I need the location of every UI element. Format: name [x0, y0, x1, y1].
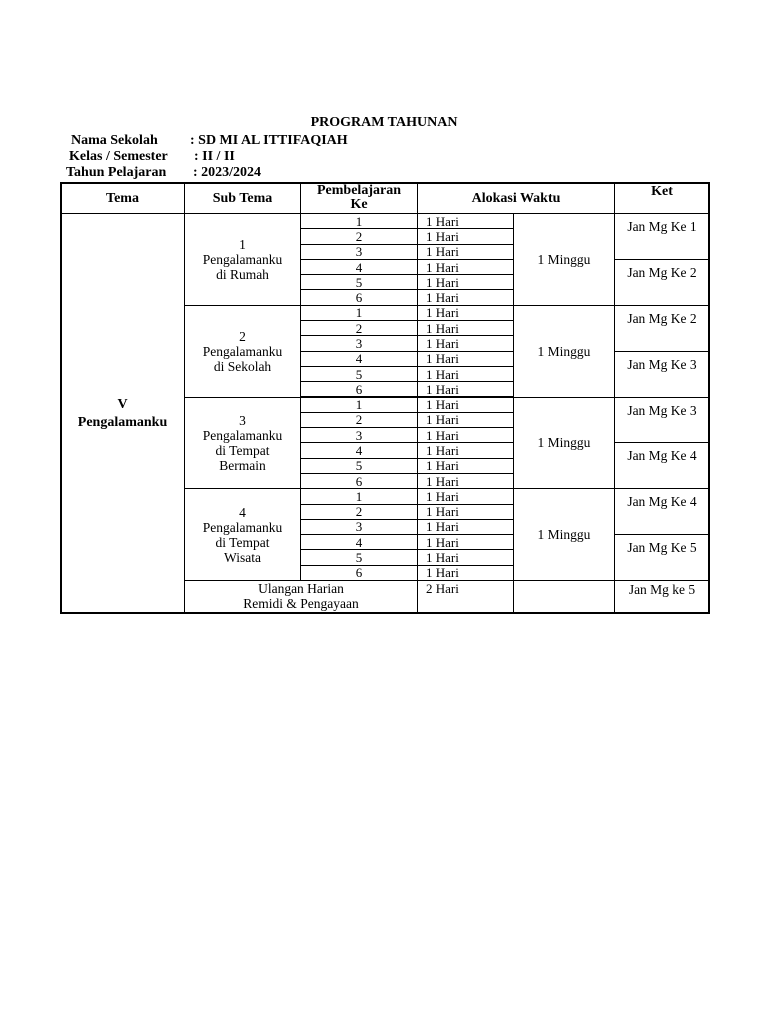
- pembelajaran-number: 4: [355, 351, 363, 367]
- ket-value: Jan Mg Ke 2: [627, 310, 697, 326]
- ket-cell: [614, 442, 710, 489]
- hari-cell: [417, 289, 514, 305]
- pembelajaran-cell: [300, 289, 418, 305]
- header-pembelajaran: Pembelajaran Ke: [300, 182, 418, 214]
- pembelajaran-number: 6: [355, 290, 363, 306]
- pembelajaran-cell: [300, 335, 418, 351]
- pembelajaran-cell: [300, 366, 418, 382]
- hari-cell: [417, 504, 514, 520]
- hari-cell: [417, 244, 514, 260]
- pembelajaran-number: 1: [355, 397, 363, 413]
- pembelajaran-number: 1: [355, 488, 363, 504]
- hari-value: 1 Hari: [426, 504, 459, 520]
- pembelajaran-number: 5: [355, 550, 363, 566]
- hari-value: 1 Hari: [426, 519, 459, 535]
- minggu-cell: [513, 305, 615, 398]
- pembelajaran-number: 1: [355, 305, 363, 321]
- pembelajaran-cell: [300, 412, 418, 428]
- pembelajaran-cell: [300, 213, 418, 229]
- pembelajaran-cell: [300, 565, 418, 581]
- ket-cell: [614, 351, 710, 398]
- hari-value: 1 Hari: [426, 550, 459, 566]
- pembelajaran-cell: [300, 259, 418, 275]
- pembelajaran-cell: [300, 488, 418, 504]
- subtema-cell: [184, 305, 301, 398]
- program-table: [60, 182, 710, 614]
- pembelajaran-cell: [300, 320, 418, 336]
- pembelajaran-number: 6: [355, 381, 363, 397]
- pembelajaran-cell: [300, 397, 418, 413]
- ket-cell: [614, 305, 710, 352]
- ket-value: Jan Mg Ke 3: [627, 356, 697, 372]
- subtema-line: di Tempat: [215, 442, 270, 458]
- pembelajaran-number: 2: [355, 504, 363, 520]
- subtema-line: Bermain: [219, 457, 266, 473]
- ket-value: Jan Mg Ke 1: [627, 219, 697, 234]
- hari-value: 1 Hari: [426, 274, 459, 290]
- ket-cell: [614, 259, 710, 306]
- minggu-value: 1 Minggu: [537, 527, 591, 543]
- pembelajaran-cell: [300, 244, 418, 260]
- pembelajaran-number: 5: [355, 458, 363, 474]
- hari-cell: [417, 519, 514, 535]
- pembelajaran-number: 5: [355, 274, 363, 290]
- ket-value: Jan Mg Ke 4: [627, 448, 697, 464]
- subtema-line: Pengalamanku: [202, 427, 283, 443]
- pembelajaran-cell: [300, 504, 418, 520]
- ket-value: Jan Mg Ke 5: [627, 540, 697, 556]
- ket-cell: [614, 488, 710, 535]
- hari-cell: [417, 335, 514, 351]
- hari-value: 1 Hari: [426, 244, 459, 260]
- hari-value: 1 Hari: [426, 565, 459, 581]
- hari-cell: [417, 549, 514, 565]
- hari-value: 1 Hari: [426, 427, 459, 443]
- ulangan-minggu-empty: [513, 580, 615, 614]
- pembelajaran-cell: [300, 274, 418, 290]
- subtema-number: 4: [239, 504, 246, 520]
- hari-value: 1 Hari: [426, 213, 459, 229]
- subtema-line: di Rumah: [216, 266, 269, 282]
- school-year-value: : 2023/2024: [193, 165, 262, 180]
- hari-value: 1 Hari: [426, 534, 459, 550]
- pembelajaran-number: 4: [355, 259, 363, 275]
- minggu-value: 1 Minggu: [537, 251, 591, 267]
- tema-cell: [60, 213, 185, 614]
- pembelajaran-cell: [300, 458, 418, 474]
- class-semester-label: Kelas / Semester: [69, 149, 168, 164]
- hari-cell: [417, 412, 514, 428]
- tema-number: V: [117, 396, 128, 412]
- minggu-cell: [513, 488, 615, 581]
- class-semester-value: : II / II: [194, 149, 235, 164]
- minggu-value: 1 Minggu: [537, 435, 591, 451]
- pembelajaran-number: 3: [355, 427, 363, 443]
- pembelajaran-number: 1: [355, 213, 363, 229]
- pembelajaran-number: 5: [355, 366, 363, 382]
- pembelajaran-cell: [300, 228, 418, 244]
- subtema-number: 2: [239, 328, 246, 344]
- ulangan-hari: 2 Hari: [417, 580, 514, 614]
- ulangan-line1: Ulangan Harian: [258, 581, 344, 596]
- hari-value: 1 Hari: [426, 335, 459, 351]
- minggu-value: 1 Minggu: [537, 343, 591, 359]
- hari-cell: [417, 274, 514, 290]
- pembelajaran-number: 3: [355, 244, 363, 260]
- pembelajaran-cell: [300, 549, 418, 565]
- ket-cell: [614, 534, 710, 581]
- hari-value: 1 Hari: [426, 488, 459, 504]
- hari-cell: [417, 259, 514, 275]
- hari-value: 1 Hari: [426, 443, 459, 459]
- subtema-number: 3: [239, 412, 246, 428]
- hari-cell: [417, 565, 514, 581]
- pembelajaran-number: 3: [355, 519, 363, 535]
- page-title: PROGRAM TAHUNAN: [310, 115, 458, 130]
- subtema-cell: [184, 488, 301, 581]
- pembelajaran-cell: [300, 534, 418, 550]
- pembelajaran-cell: [300, 519, 418, 535]
- school-name-label: Nama Sekolah: [71, 133, 158, 148]
- pembelajaran-number: 6: [355, 473, 363, 489]
- hari-value: 1 Hari: [426, 397, 459, 413]
- tema-name: Pengalamanku: [77, 414, 168, 430]
- pembelajaran-cell: [300, 427, 418, 443]
- pembelajaran-cell: [300, 381, 418, 397]
- ulangan-ket: Jan Mg ke 5: [614, 580, 710, 614]
- hari-value: 1 Hari: [426, 320, 459, 336]
- ulangan-cell: [184, 580, 418, 614]
- hari-value: 1 Hari: [426, 228, 459, 244]
- ket-value: Jan Mg Ke 4: [627, 494, 697, 510]
- hari-value: 1 Hari: [426, 351, 459, 367]
- subtema-cell: [184, 397, 301, 490]
- school-name-value: : SD MI AL ITTIFAQIAH: [190, 133, 348, 148]
- pembelajaran-number: 4: [355, 443, 363, 459]
- school-year-label: Tahun Pelajaran: [66, 165, 167, 180]
- subtema-line: Pengalamanku: [202, 519, 283, 535]
- header-tema: Tema: [60, 182, 185, 214]
- ket-value: Jan Mg Ke 3: [627, 402, 697, 418]
- hari-cell: [417, 228, 514, 244]
- hari-value: 1 Hari: [426, 259, 459, 275]
- hari-value: 1 Hari: [426, 290, 459, 306]
- hari-cell: [417, 458, 514, 474]
- hari-cell: [417, 320, 514, 336]
- ket-cell: [614, 213, 710, 260]
- subtema-cell: [184, 213, 301, 306]
- pembelajaran-number: 2: [355, 228, 363, 244]
- hari-value: 1 Hari: [426, 305, 459, 321]
- pembelajaran-cell: [300, 351, 418, 367]
- subtema-line: di Sekolah: [213, 358, 272, 374]
- hari-value: 1 Hari: [426, 458, 459, 474]
- hari-cell: [417, 397, 514, 413]
- hari-cell: [417, 366, 514, 382]
- subtema-line: Pengalamanku: [202, 343, 283, 359]
- pembelajaran-number: 4: [355, 534, 363, 550]
- hari-cell: [417, 427, 514, 443]
- ket-cell: [614, 397, 710, 444]
- header-subtema: Sub Tema: [184, 182, 301, 214]
- pembelajaran-cell: [300, 305, 418, 321]
- pembelajaran-number: 3: [355, 335, 363, 351]
- hari-cell: [417, 351, 514, 367]
- hari-value: 1 Hari: [426, 412, 459, 428]
- header-ket: Ket: [614, 182, 710, 214]
- ket-value: Jan Mg Ke 2: [627, 264, 697, 280]
- minggu-cell: [513, 213, 615, 306]
- subtema-number: 1: [239, 236, 246, 252]
- hari-cell: [417, 473, 514, 489]
- hari-value: 1 Hari: [426, 473, 459, 489]
- pembelajaran-number: 2: [355, 320, 363, 336]
- school-name-row: [66, 133, 348, 149]
- hari-value: 1 Hari: [426, 366, 459, 382]
- hari-cell: [417, 305, 514, 321]
- subtema-line: di Tempat: [215, 534, 270, 550]
- header-alokasi: Alokasi Waktu: [417, 182, 615, 214]
- pembelajaran-number: 6: [355, 565, 363, 581]
- school-year-row: [66, 165, 262, 181]
- minggu-cell: [513, 397, 615, 490]
- hari-value: 1 Hari: [426, 381, 459, 397]
- hari-cell: [417, 381, 514, 397]
- pembelajaran-number: 2: [355, 412, 363, 428]
- subtema-line: Wisata: [224, 549, 261, 565]
- pembelajaran-cell: [300, 442, 418, 458]
- class-semester-row: [66, 149, 235, 165]
- subtema-line: Pengalamanku: [202, 251, 283, 267]
- hari-cell: [417, 488, 514, 504]
- hari-cell: [417, 442, 514, 458]
- pembelajaran-cell: [300, 473, 418, 489]
- hari-cell: [417, 534, 514, 550]
- hari-cell: [417, 213, 514, 229]
- ulangan-line2: Remidi & Pengayaan: [243, 596, 359, 611]
